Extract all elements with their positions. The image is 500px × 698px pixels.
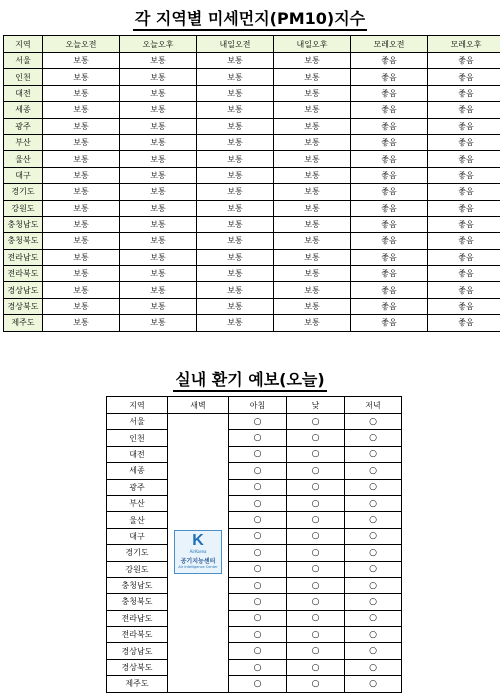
table-row — [4, 216, 500, 232]
ventilation-cell: ○ — [345, 414, 402, 430]
region-cell: 대전 — [107, 446, 168, 462]
table-row — [4, 298, 500, 314]
region-cell: 경상북도 — [4, 298, 43, 314]
ventilation-cell: ○ — [287, 495, 345, 511]
grade-cell: 보통 — [43, 184, 120, 200]
table-row — [4, 315, 500, 331]
ventilation-cell: ○ — [345, 528, 402, 544]
region-cell: 전라북도 — [107, 627, 168, 643]
ventilation-cell: ○ — [229, 594, 287, 610]
ventilation-cell: ○ — [229, 676, 287, 692]
grade-cell: 좋음 — [428, 216, 500, 232]
ventilation-cell: ○ — [229, 430, 287, 446]
grade-cell: 보통 — [274, 216, 351, 232]
ventilation-cell: ○ — [287, 479, 345, 495]
table-row — [107, 659, 402, 675]
grade-cell: 보통 — [120, 233, 197, 249]
column-header: 새벽 — [168, 397, 229, 414]
region-cell: 제주도 — [107, 676, 168, 692]
grade-cell: 보통 — [274, 249, 351, 265]
grade-cell: 보통 — [43, 53, 120, 69]
region-cell: 충청북도 — [107, 594, 168, 610]
ventilation-cell: ○ — [287, 659, 345, 675]
table-row — [107, 627, 402, 643]
grade-cell: 보통 — [197, 85, 274, 101]
table-row — [107, 561, 402, 577]
region-cell: 광주 — [107, 479, 168, 495]
grade-cell: 보통 — [274, 282, 351, 298]
grade-cell: 보통 — [120, 216, 197, 232]
grade-cell: 좋음 — [428, 167, 500, 183]
ventilation-cell: ○ — [229, 463, 287, 479]
ventilation-cell: ○ — [345, 479, 402, 495]
table-row — [107, 463, 402, 479]
logo-text: Air Intelligence Center — [178, 564, 218, 569]
table-row — [107, 610, 402, 626]
region-cell: 강원도 — [4, 200, 43, 216]
grade-cell: 보통 — [197, 134, 274, 150]
ventilation-cell: ○ — [287, 414, 345, 430]
grade-cell: 좋음 — [351, 200, 428, 216]
table-row — [4, 53, 500, 69]
ventilation-cell: ○ — [345, 495, 402, 511]
grade-cell: 좋음 — [428, 151, 500, 167]
region-cell: 전라남도 — [4, 249, 43, 265]
grade-cell: 보통 — [43, 249, 120, 265]
grade-cell: 좋음 — [428, 184, 500, 200]
ventilation-cell: ○ — [287, 676, 345, 692]
grade-cell: 보통 — [197, 315, 274, 331]
column-header: 아침 — [229, 397, 287, 414]
grade-cell: 좋음 — [428, 315, 500, 331]
ventilation-cell: ○ — [229, 446, 287, 462]
region-cell: 전라북도 — [4, 266, 43, 282]
grade-cell: 좋음 — [351, 69, 428, 85]
grade-cell: 보통 — [120, 53, 197, 69]
ventilation-cell: ○ — [287, 627, 345, 643]
grade-cell: 보통 — [197, 151, 274, 167]
ventilation-cell: ○ — [345, 561, 402, 577]
region-cell: 충청남도 — [4, 216, 43, 232]
grade-cell: 보통 — [197, 184, 274, 200]
table-row — [4, 102, 500, 118]
region-cell: 인천 — [4, 69, 43, 85]
grade-cell: 보통 — [274, 315, 351, 331]
grade-cell: 좋음 — [351, 134, 428, 150]
grade-cell: 좋음 — [351, 151, 428, 167]
table-row — [107, 479, 402, 495]
region-cell: 충청남도 — [107, 577, 168, 593]
grade-cell: 보통 — [197, 233, 274, 249]
grade-cell: 보통 — [120, 282, 197, 298]
grade-cell: 보통 — [274, 134, 351, 150]
vent-table-title: 실내 환기 예보(오늘) — [0, 367, 500, 390]
ventilation-cell: ○ — [345, 627, 402, 643]
region-cell: 경상북도 — [107, 659, 168, 675]
grade-cell: 좋음 — [351, 53, 428, 69]
ventilation-cell: ○ — [229, 577, 287, 593]
table-row — [4, 118, 500, 134]
ventilation-cell: ○ — [345, 577, 402, 593]
grade-cell: 좋음 — [428, 118, 500, 134]
logo-text: K — [192, 531, 204, 549]
ventilation-cell: ○ — [287, 610, 345, 626]
ventilation-cell: ○ — [229, 627, 287, 643]
grade-cell: 보통 — [120, 266, 197, 282]
grade-cell: 보통 — [120, 167, 197, 183]
table-header-row — [4, 36, 500, 53]
ventilation-cell: ○ — [287, 561, 345, 577]
grade-cell: 보통 — [43, 69, 120, 85]
grade-cell: 좋음 — [351, 118, 428, 134]
grade-cell: 보통 — [120, 85, 197, 101]
table-row — [107, 643, 402, 659]
region-cell: 서울 — [107, 414, 168, 430]
grade-cell: 좋음 — [428, 85, 500, 101]
grade-cell: 보통 — [43, 85, 120, 101]
grade-cell: 좋음 — [351, 85, 428, 101]
table-row — [107, 446, 402, 462]
grade-cell: 보통 — [274, 167, 351, 183]
grade-cell: 보통 — [120, 200, 197, 216]
grade-cell: 보통 — [274, 298, 351, 314]
region-cell: 울산 — [107, 512, 168, 528]
column-header: 내일오전 — [197, 36, 274, 53]
grade-cell: 보통 — [120, 298, 197, 314]
grade-cell: 보통 — [197, 200, 274, 216]
column-header: 낮 — [287, 397, 345, 414]
region-cell: 서울 — [4, 53, 43, 69]
grade-cell: 보통 — [43, 315, 120, 331]
table-row — [4, 134, 500, 150]
grade-cell: 보통 — [274, 85, 351, 101]
column-header: 지역 — [4, 36, 43, 53]
grade-cell: 좋음 — [351, 167, 428, 183]
grade-cell: 좋음 — [428, 53, 500, 69]
ventilation-cell: ○ — [345, 512, 402, 528]
region-cell: 부산 — [4, 134, 43, 150]
grade-cell: 보통 — [43, 282, 120, 298]
ventilation-cell: ○ — [345, 610, 402, 626]
ventilation-cell: ○ — [287, 430, 345, 446]
table-row — [107, 528, 402, 544]
ventilation-cell: ○ — [345, 676, 402, 692]
grade-cell: 좋음 — [428, 134, 500, 150]
column-header: 모레오후 — [428, 36, 500, 53]
ventilation-cell: ○ — [345, 463, 402, 479]
grade-cell: 좋음 — [428, 249, 500, 265]
grade-cell: 보통 — [120, 249, 197, 265]
column-header: 내일오후 — [274, 36, 351, 53]
ventilation-cell: ○ — [287, 528, 345, 544]
grade-cell: 좋음 — [428, 298, 500, 314]
ventilation-cell: ○ — [345, 430, 402, 446]
grade-cell: 좋음 — [351, 282, 428, 298]
ventilation-cell: ○ — [229, 659, 287, 675]
column-header: 모레오전 — [351, 36, 428, 53]
region-cell: 인천 — [107, 430, 168, 446]
grade-cell: 보통 — [197, 249, 274, 265]
region-cell: 대구 — [107, 528, 168, 544]
column-header: 오늘오후 — [120, 36, 197, 53]
ventilation-cell: ○ — [229, 414, 287, 430]
table-row — [4, 151, 500, 167]
grade-cell: 보통 — [274, 200, 351, 216]
grade-cell: 보통 — [43, 266, 120, 282]
table-row — [107, 430, 402, 446]
ventilation-forecast-table — [106, 396, 402, 693]
ventilation-cell: ○ — [287, 545, 345, 561]
ventilation-cell: ○ — [345, 643, 402, 659]
region-cell: 대구 — [4, 167, 43, 183]
logo-text: AirKorea — [189, 548, 207, 554]
grade-cell: 좋음 — [351, 315, 428, 331]
grade-cell: 보통 — [120, 184, 197, 200]
grade-cell: 보통 — [197, 298, 274, 314]
grade-cell: 보통 — [120, 69, 197, 85]
table-row — [4, 200, 500, 216]
ventilation-cell: ○ — [229, 495, 287, 511]
grade-cell: 보통 — [274, 151, 351, 167]
grade-cell: 보통 — [197, 102, 274, 118]
grade-cell: 보통 — [197, 282, 274, 298]
table-row — [107, 594, 402, 610]
ventilation-cell: ○ — [229, 512, 287, 528]
dust-forecast-table — [3, 35, 500, 332]
table-row — [4, 167, 500, 183]
table-row — [107, 676, 402, 692]
region-cell: 경상남도 — [4, 282, 43, 298]
region-cell: 충청북도 — [4, 233, 43, 249]
grade-cell: 보통 — [274, 266, 351, 282]
grade-cell: 좋음 — [428, 233, 500, 249]
grade-cell: 보통 — [274, 184, 351, 200]
grade-cell: 보통 — [43, 151, 120, 167]
ventilation-cell: ○ — [345, 446, 402, 462]
ventilation-cell: ○ — [287, 594, 345, 610]
table-row — [4, 249, 500, 265]
grade-cell: 좋음 — [351, 216, 428, 232]
region-cell: 광주 — [4, 118, 43, 134]
grade-cell: 좋음 — [428, 69, 500, 85]
grade-cell: 보통 — [43, 298, 120, 314]
region-cell: 세종 — [107, 463, 168, 479]
grade-cell: 보통 — [197, 69, 274, 85]
ventilation-cell: ○ — [345, 545, 402, 561]
grade-cell: 보통 — [120, 151, 197, 167]
grade-cell: 보통 — [120, 315, 197, 331]
grade-cell: 보통 — [43, 102, 120, 118]
dust-table-title: 각 지역별 미세먼지(PM10)지수 — [0, 6, 500, 29]
ventilation-cell: ○ — [229, 561, 287, 577]
grade-cell: 보통 — [197, 53, 274, 69]
ventilation-cell: ○ — [287, 577, 345, 593]
region-cell: 제주도 — [4, 315, 43, 331]
grade-cell: 보통 — [274, 53, 351, 69]
ventilation-cell: ○ — [287, 446, 345, 462]
grade-cell: 보통 — [120, 134, 197, 150]
grade-cell: 보통 — [274, 233, 351, 249]
grade-cell: 좋음 — [351, 298, 428, 314]
table-row — [4, 266, 500, 282]
table-row — [107, 512, 402, 528]
grade-cell: 보통 — [197, 266, 274, 282]
region-cell: 강원도 — [107, 561, 168, 577]
table-row — [4, 85, 500, 101]
air-center-logo — [174, 530, 222, 574]
ventilation-cell: ○ — [229, 528, 287, 544]
grade-cell: 보통 — [120, 102, 197, 118]
grade-cell: 보통 — [274, 69, 351, 85]
column-header: 오늘오전 — [43, 36, 120, 53]
grade-cell: 좋음 — [428, 102, 500, 118]
region-cell: 경기도 — [4, 184, 43, 200]
grade-cell: 보통 — [197, 216, 274, 232]
grade-cell: 좋음 — [351, 184, 428, 200]
grade-cell: 좋음 — [351, 233, 428, 249]
region-cell: 부산 — [107, 495, 168, 511]
grade-cell: 보통 — [43, 134, 120, 150]
grade-cell: 좋음 — [428, 200, 500, 216]
grade-cell: 좋음 — [428, 282, 500, 298]
grade-cell: 좋음 — [428, 266, 500, 282]
grade-cell: 좋음 — [351, 102, 428, 118]
ventilation-cell: ○ — [287, 512, 345, 528]
table-row — [4, 69, 500, 85]
region-cell: 경상남도 — [107, 643, 168, 659]
ventilation-cell: ○ — [287, 643, 345, 659]
region-cell: 대전 — [4, 85, 43, 101]
table-row — [107, 545, 402, 561]
grade-cell: 보통 — [120, 118, 197, 134]
grade-cell: 보통 — [197, 167, 274, 183]
table-row — [107, 577, 402, 593]
region-cell: 울산 — [4, 151, 43, 167]
grade-cell: 보통 — [274, 118, 351, 134]
region-cell: 경기도 — [107, 545, 168, 561]
grade-cell: 보통 — [43, 167, 120, 183]
ventilation-cell: ○ — [229, 479, 287, 495]
table-row — [4, 184, 500, 200]
grade-cell: 보통 — [43, 233, 120, 249]
table-row — [4, 233, 500, 249]
column-header: 저녁 — [345, 397, 402, 414]
grade-cell: 보통 — [43, 200, 120, 216]
table-row — [4, 282, 500, 298]
dawn-column-cell — [168, 414, 229, 693]
grade-cell: 보통 — [274, 102, 351, 118]
ventilation-cell: ○ — [345, 659, 402, 675]
ventilation-cell: ○ — [229, 545, 287, 561]
region-cell: 세종 — [4, 102, 43, 118]
grade-cell: 좋음 — [351, 249, 428, 265]
ventilation-cell: ○ — [229, 610, 287, 626]
ventilation-cell: ○ — [287, 463, 345, 479]
ventilation-cell: ○ — [229, 643, 287, 659]
table-header-row — [107, 397, 402, 414]
grade-cell: 보통 — [43, 118, 120, 134]
ventilation-cell: ○ — [345, 594, 402, 610]
logo-text: 공기지능센터 — [180, 557, 216, 565]
table-row — [107, 414, 402, 430]
grade-cell: 좋음 — [351, 266, 428, 282]
region-cell: 전라남도 — [107, 610, 168, 626]
grade-cell: 보통 — [197, 118, 274, 134]
table-row — [107, 495, 402, 511]
column-header: 지역 — [107, 397, 168, 414]
grade-cell: 보통 — [43, 216, 120, 232]
